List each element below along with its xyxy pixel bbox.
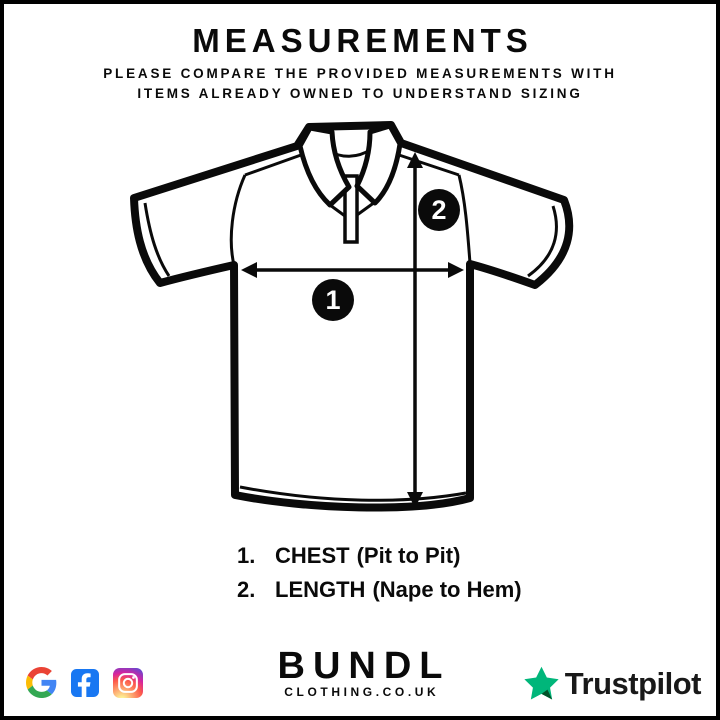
brand-name: BUNDL (277, 645, 451, 687)
legend-name: LENGTH (275, 577, 366, 602)
brand-domain: CLOTHING.CO.UK (284, 685, 440, 699)
legend-item-length (237, 577, 522, 603)
measurement-legend (237, 543, 522, 611)
length-badge (418, 189, 460, 231)
legend-detail: (Pit to Pit) (356, 543, 461, 568)
legend-number: 2. (237, 577, 256, 602)
trustpilot-logo[interactable] (523, 665, 701, 702)
subtitle-line-2: ITEMS ALREADY OWNED TO UNDERSTAND SIZING (137, 86, 583, 101)
polo-shirt-diagram (4, 4, 720, 720)
page-title: MEASUREMENTS (192, 22, 533, 59)
trustpilot-star-icon (523, 665, 560, 702)
chest-badge-number: 1 (325, 285, 341, 315)
legend-item-chest (237, 543, 522, 569)
length-badge-number: 2 (431, 195, 447, 225)
legend-detail: (Nape to Hem) (372, 577, 522, 602)
legend-number: 1. (237, 543, 256, 568)
trustpilot-wordmark: Trustpilot (564, 665, 701, 701)
legend-name: CHEST (275, 543, 350, 568)
chest-badge (312, 279, 354, 321)
subtitle-line-1: PLEASE COMPARE THE PROVIDED MEASUREMENTS WITH (103, 66, 617, 81)
